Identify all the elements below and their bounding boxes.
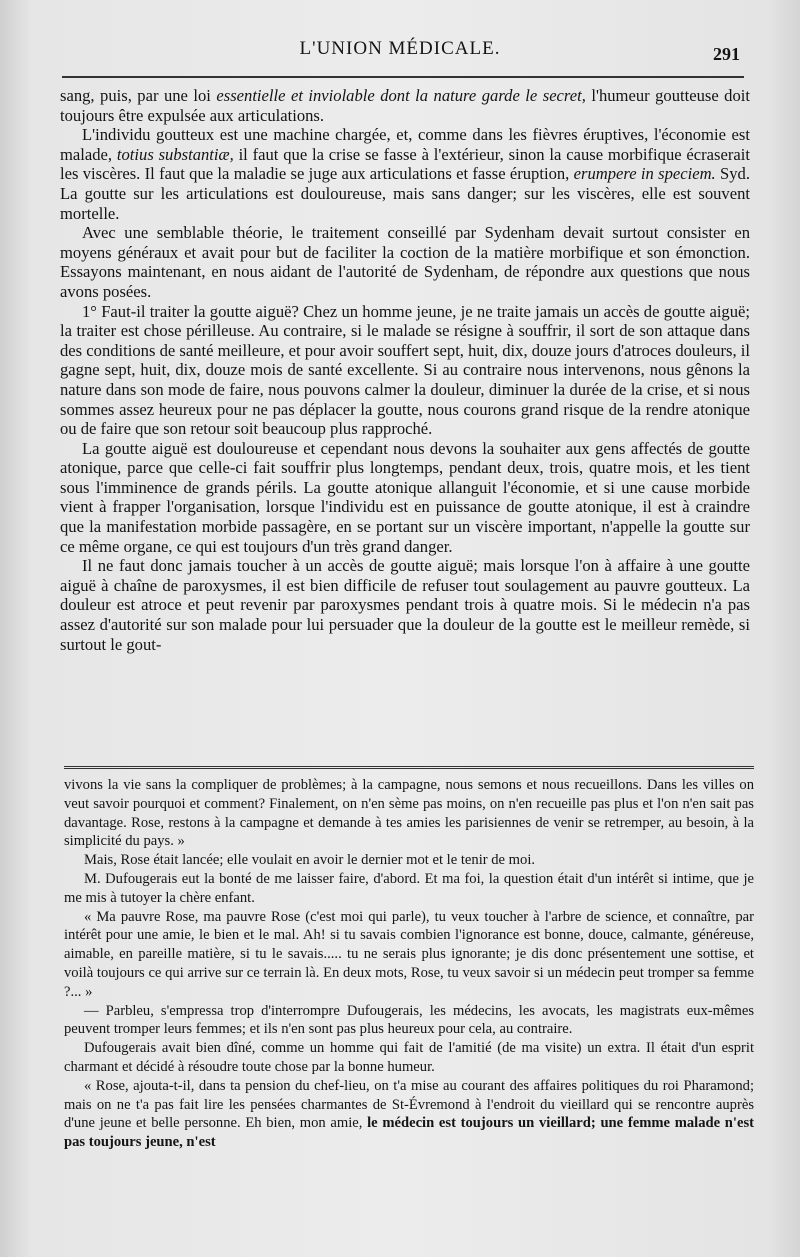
footnote-paragraph: — Parbleu, s'empressa trop d'interrompre Dufougerais, les médecins, les avocats, les magistrats eux-mêmes peuvent tromper leurs femmes; et ils n'en sont pas plus heureux pour cela, au contraire. bbox=[64, 1002, 754, 1038]
paragraph: La goutte aiguë est douloureuse et cependant nous devons la souhaiter aux gens affectés de goutte atonique, parce que celle-ci fait souffrir plus longtemps, pendant deux, trois, quatre mois, et les tient sous l'imminence de grands périls. La goutte atonique allanguit l'économie, et si une cause morbide vient à frapper l'organisation, lorsque l'individu est en puissance de goutte atonique, il est à craindre que la manifestation morbide passagère, en se portant sur un viscère important, n'appelle la goutte sur ce même organe, ce qui est toujours d'un très grand danger. bbox=[60, 438, 750, 556]
footnote-text bbox=[64, 776, 754, 1152]
page-number: 291 bbox=[713, 44, 740, 64]
main-text bbox=[60, 86, 750, 654]
paragraph: sang, puis, par une loi essentielle et inviolable dont la nature garde le secret, l'humeur goutteuse doit toujours être expulsée aux articulations. bbox=[60, 86, 750, 125]
footnote-paragraph: « Rose, ajouta-t-il, dans ta pension du chef-lieu, on t'a mise au courant des affaires politiques du roi Pharamond; mais on ne t'a pas fait lire les pensées charmantes de St-Évremond à l'endroit du vieillard qui se rencontre auprès d'une jeune et belle personne. Eh bien, mon amie, le médecin est toujours un vieillard; une femme malade n'est pas toujours jeune, n'est bbox=[64, 1077, 754, 1151]
footnote-paragraph: Dufougerais avait bien dîné, comme un homme qui fait de l'amitié (de ma visite) un extra. Il était d'un esprit charmant et décidé à résoudre toute chose par la bonne humeur. bbox=[64, 1040, 754, 1075]
page-header bbox=[60, 36, 740, 76]
footnote-paragraph: « Ma pauvre Rose, ma pauvre Rose (c'est moi qui parle), tu veux toucher à l'arbre de science, et connaître, par intérêt pour une amie, le bien et le mal. Ah! si tu savais combien l'ignorance est bonne, douce, calmante, généreuse, aimable, en pareille matière, si tu le savais..... tu ne serais plus ignorante; je dis donc présentement une sottise, et voilà toujours ce qui arrive sur ce terrain là. En deux mots, Rose, tu veux savoir si un médecin peut tromper sa femme ?... » bbox=[64, 908, 754, 1000]
paragraph: 1° Faut-il traiter la goutte aiguë? Chez un homme jeune, je ne traite jamais un accès de goutte aiguë; la traiter est chose périlleuse. Au contraire, si le malade se résigne à souffrir, il sort de son attaque dans des conditions de santé meilleure, et pour avoir souffert sept, huit, dix, douze jours d'atroces douleurs, il gagne sept, huit, dix, douze mois de santé excellente. Si au contraire nous intervenons, nous gênons la nature dans son mode de faire, nous pouvons calmer la douleur, diminuer la durée de la crise, et si nous sommes assez heureux pour ne pas déplacer la goutte, nous courons grand risque de la rendre atonique ou de faire que son retour soit beaucoup plus rapproché. bbox=[60, 301, 750, 439]
header-rule bbox=[62, 76, 744, 78]
footnote-paragraph: vivons la vie sans la compliquer de problèmes; à la campagne, nous semons et nous recueillons. Dans les villes on veut savoir pourquoi et comment? Finalement, on n'en sème pas moins, on n'en recueille pas plus et l'on n'en sait pas davantage. Rose, restons à la campagne et demande à tes amies les parisiennes de venir se retremper, au besoin, à la simplicité du pays. » bbox=[64, 777, 754, 850]
paragraph: Il ne faut donc jamais toucher à un accès de goutte aiguë; mais lorsque l'on à affaire à une goutte aiguë à chaîne de paroxysmes, il est bien difficile de refuser tout soulagement au pauvre goutteux. La douleur est atroce et peut revenir par paroxysmes pendant trois à quatre mois. Si le médecin n'a pas assez d'autorité sur son malade pour lui persuader que la douleur de la goutte est le meilleur remède, si surtout le gout- bbox=[60, 556, 750, 654]
paragraph: L'individu goutteux est une machine chargée, et, comme dans les fièvres éruptives, l'économie est malade, totius substantiæ, il faut que la crise se fasse à l'extérieur, sinon la cause morbifique écraserait les viscères. Il faut que la maladie se juge aux articulations et fasse éruption, erumpere in speciem. Syd. La goutte sur les articulations est douloureuse, mais sans danger; sur les viscères, elle est souvent mortelle. bbox=[60, 125, 750, 223]
running-title: L'UNION MÉDICALE. bbox=[299, 38, 501, 59]
footnote-paragraph: M. Dufougerais eut la bonté de me laisser faire, d'abord. Et ma foi, la question était d'un intérêt si intime, que je me mis à tutoyer la chère enfant. bbox=[64, 870, 754, 906]
paragraph: Avec une semblable théorie, le traitement conseillé par Sydenham devait surtout consister en moyens généraux et avait pour but de faciliter la coction de la matière morbifique et son émonction. Essayons maintenant, en nous aidant de l'autorité de Sydenham, de répondre aux questions que nous avons posées. bbox=[60, 223, 750, 301]
footnote-paragraph: Mais, Rose était lancée; elle voulait en avoir le dernier mot et le tenir de moi. bbox=[84, 852, 536, 869]
footnote-separator bbox=[64, 766, 754, 772]
